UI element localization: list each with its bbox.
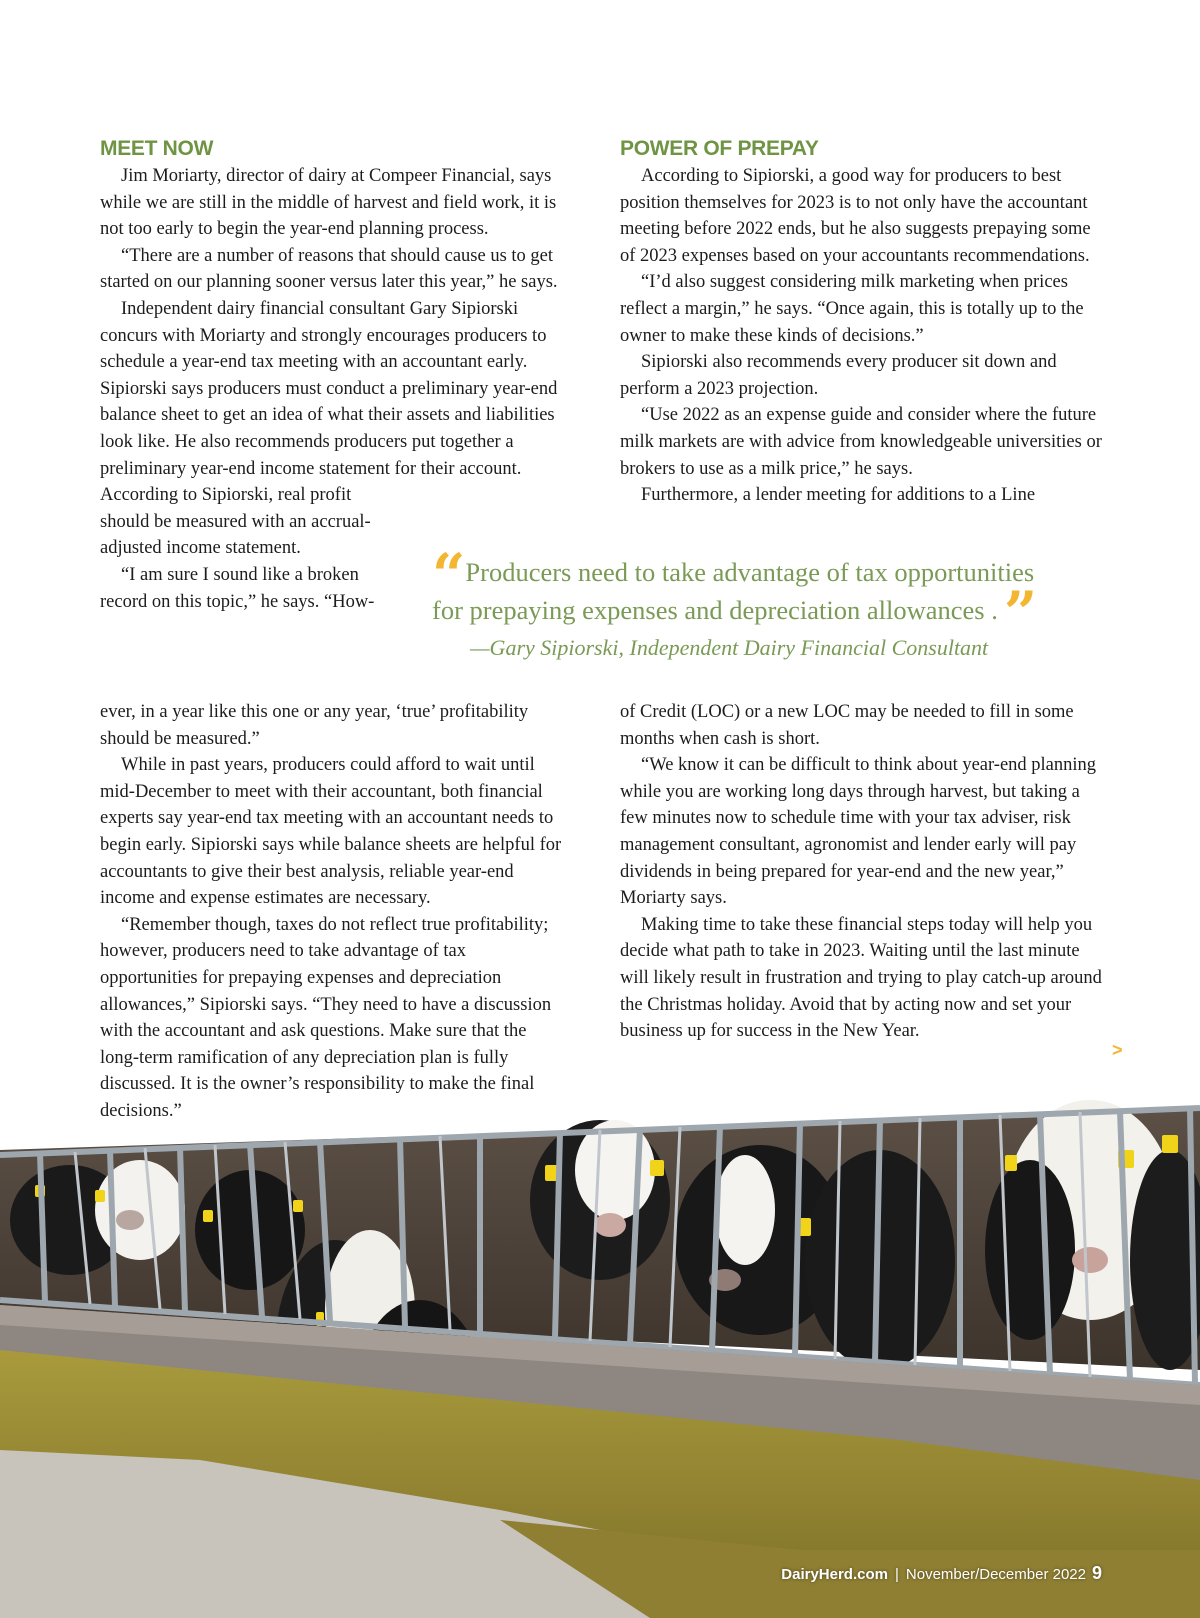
paragraph: Making time to take these financial steps today will help you decide what path to take in 2023. Waiting until the last minute will likely result in frustration and trying to play catch-up around the Christmas holiday. Avoid that by acting now and set your business up for success in the New Year. [620,914,1102,1042]
paragraph: “We know it can be difficult to think about year-end planning while you are working long days through harvest, but taking a few minutes now to schedule time with your tax adviser, risk management consultant, agronomist and lender early will pay dividends in being prepared for year-end and the new year,” Moriarty says. [620,755,1097,909]
section-heading-meet-now: MEET NOW [100,137,214,160]
right-column-continued [620,699,1102,1045]
close-quote-icon: ” [1003,579,1038,647]
pull-quote [432,541,1100,661]
footer-separator: | [894,1566,899,1583]
right-column [620,135,1102,509]
paragraph: While in past years, producers could afford to wait until mid-December to meet with their accountant, both financial experts say year-end tax meeting with an accountant needs to begin early. Sipiorski says while balance sheets are helpful for accountants to give their best analysis, reliable year-end income and expense estimates are necessary. [100,755,562,909]
paragraph: ever, in a year like this one or any year, ‘true’ profitability should be measured.” [100,702,529,749]
paragraph: According to Sipiorski, real profit should be measured with an accrual-adjusted income statement. [100,485,371,559]
pull-quote-text [432,541,1100,647]
paragraph: Jim Moriarty, director of dairy at Compeer Financial, says while we are still in the middle of harvest and field work, it is not too early to begin the year-end planning process. [100,166,557,240]
pull-quote-line-1: Producers need to take advantage of tax opportunities [465,557,1035,587]
paragraph: of Credit (LOC) or a new LOC may be needed to fill in some months when cash is short. [620,702,1074,749]
section-heading-power-of-prepay: POWER OF PREPAY [620,137,819,160]
paragraph: According to Sipiorski, a good way for producers to best position themselves for 2023 is to not only have the accountant meeting before 2022 ends, but he also suggests prepaying some of 2023 expenses based on your accountants recommendations. [620,166,1091,266]
pull-quote-attribution: —Gary Sipiorski, Independent Dairy Financial Consultant [470,635,989,660]
footer-site: DairyHerd.com [781,1566,888,1583]
continue-arrow-icon: > [1112,1040,1123,1060]
left-column [100,135,568,615]
paragraph: Furthermore, a lender meeting for additions to a Line [641,485,1036,506]
paragraph: “I am sure I sound like a broken record on this topic,” he says. “How- [100,564,375,612]
paragraph: “I’d also suggest considering milk marketing when prices reflect a margin,” he says. “Once again, this is totally up to the owner to make these kinds of decisions.” [620,272,1084,346]
page-footer [781,1563,1102,1584]
page-number: 9 [1091,1563,1102,1583]
paragraph: Sipiorski also recommends every producer sit down and perform a 2023 projection. [620,352,1057,399]
paragraph: “There are a number of reasons that should cause us to get started on our planning sooner versus later this year,” he says. [100,245,558,293]
footer-issue: November/December 2022 [905,1566,1086,1583]
paragraph: “Remember though, taxes do not reflect true profitability; however, producers need to take advantage of tax opportunities for prepaying expenses and depreciation allowances,” Sipiorski says. “They need to have a discussion with the accountant and ask questions. Make sure that the long-term ramification of any depreciation plan is fully discussed. It is the owner’s responsibility to make the final decisions.” [100,914,552,1121]
dairy-cows-photo [0,1080,1200,1618]
open-quote-icon: “ [432,541,466,609]
left-column-continued [100,699,568,1125]
pull-quote-line-2: for prepaying expenses and depreciation allowances . [432,595,998,625]
paragraph: “Use 2022 as an expense guide and consider where the future milk markets are with advice from knowledgeable universities or brokers to use as a milk price,” he says. [620,405,1102,479]
paragraph: Independent dairy financial consultant Gary Sipiorski concurs with Moriarty and strongly encourages producers to schedule a year-end tax meeting with an accountant early. Sipiorski says producers must conduct a preliminary year-end balance sheet to get an idea of what their assets and liabilities look like. He also recommends producers put together a preliminary year-end income statement for their account. [100,298,558,479]
